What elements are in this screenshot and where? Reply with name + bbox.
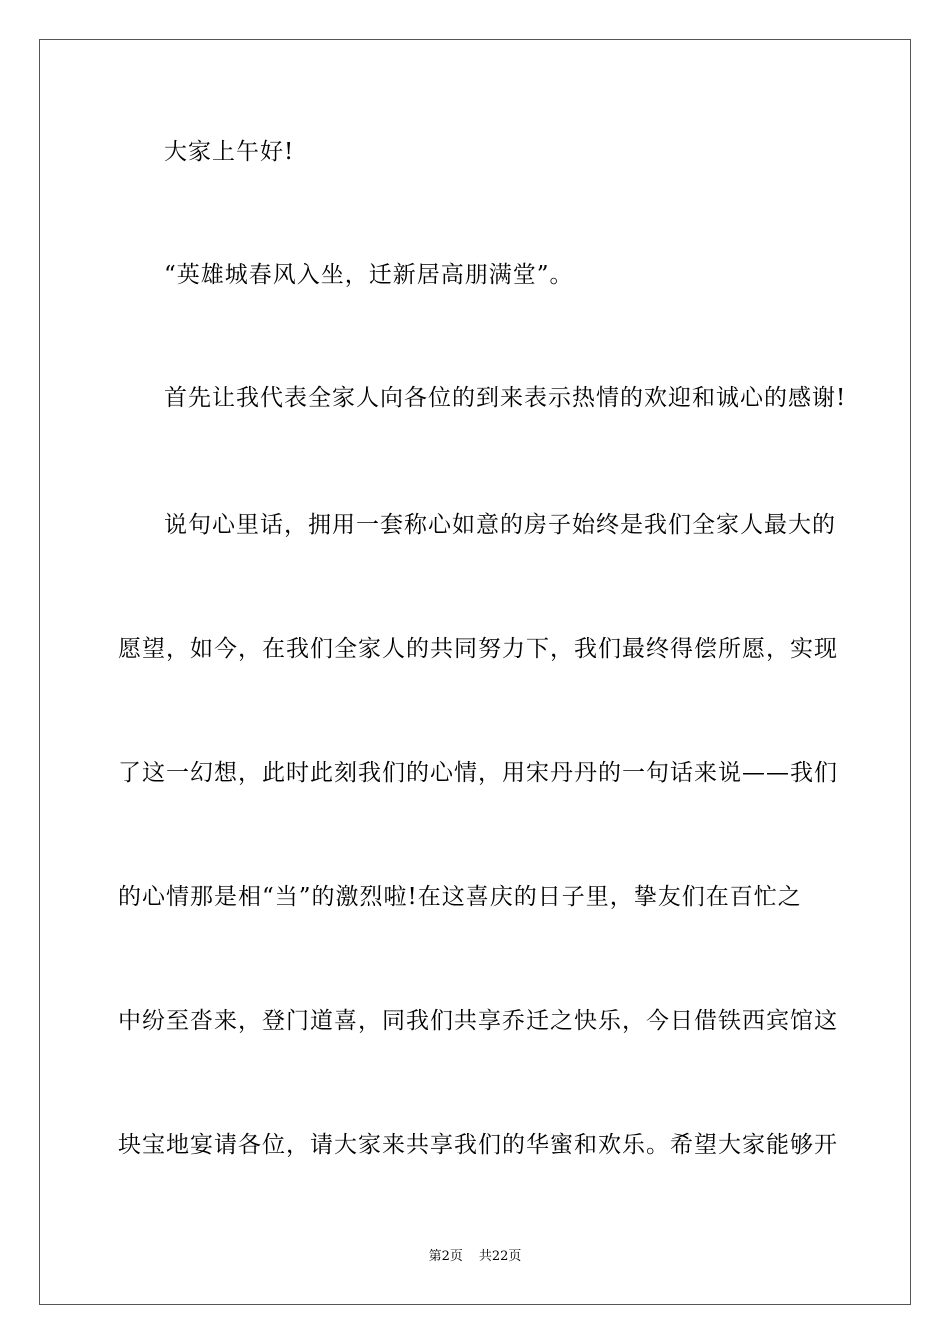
page-footer — [0, 1248, 950, 1266]
paragraph-line: 愿望，如今，在我们全家人的共同努力下，我们最终得偿所愿，实现 — [118, 636, 838, 662]
page-border — [39, 39, 911, 1305]
paragraph-thanks: 首先让我代表全家人向各位的到来表示热情的欢迎和诚心的感谢! — [164, 385, 847, 411]
paragraph-couplet: “英雄城春风入坐，迁新居高朋满堂”。 — [164, 262, 574, 288]
paragraph-greeting: 大家上午好! — [164, 139, 295, 165]
page-total: 共22页 — [478, 1249, 522, 1264]
page-number: 第2页 — [428, 1249, 463, 1264]
paragraph-line: 的心情那是相“当”的激烈啦!在这喜庆的日子里，挚友们在百忙之 — [118, 884, 802, 910]
paragraph-line: 中纷至沓来，登门道喜，同我们共享乔迁之快乐，今日借铁西宾馆这 — [118, 1008, 838, 1034]
paragraph-line: 说句心里话，拥用一套称心如意的房子始终是我们全家人最大的 — [164, 512, 836, 538]
paragraph-line: 了这一幻想，此时此刻我们的心情，用宋丹丹的一句话来说——我们 — [118, 760, 838, 786]
paragraph-line: 块宝地宴请各位，请大家来共享我们的华蜜和欢乐。希望大家能够开 — [118, 1132, 838, 1158]
